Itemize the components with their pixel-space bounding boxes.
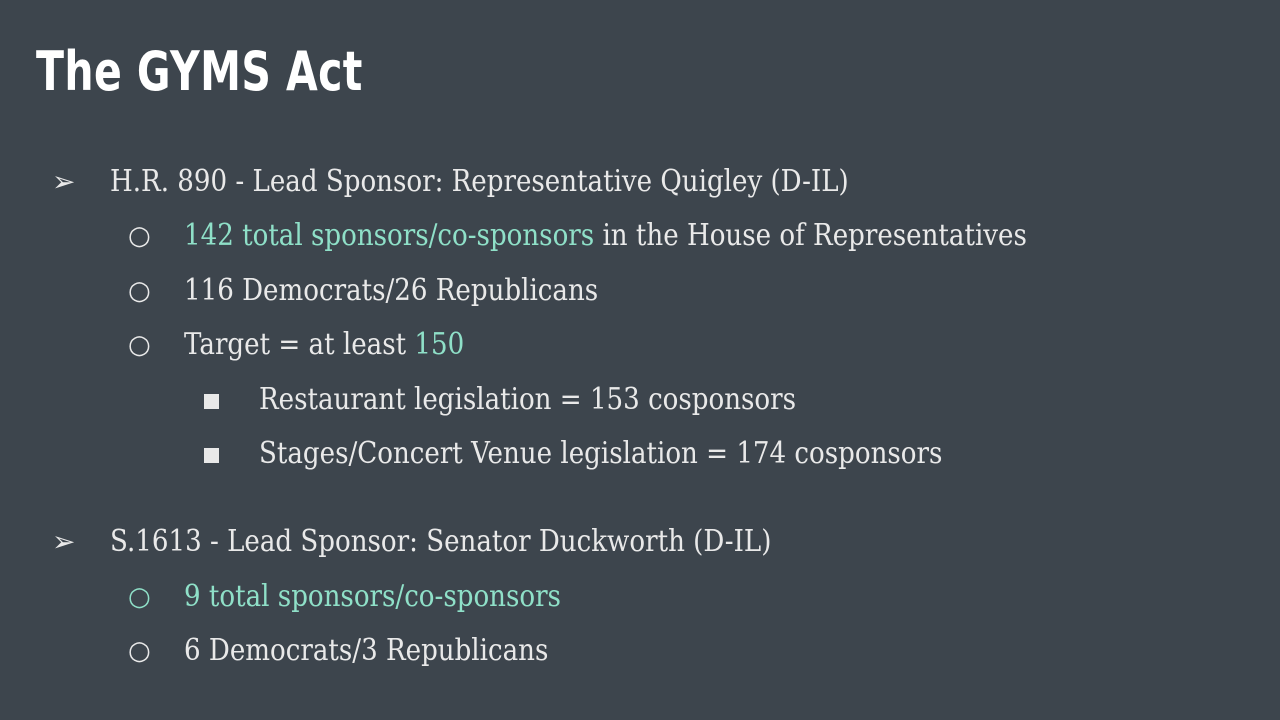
circle-bullet-icon: ○ bbox=[128, 276, 151, 306]
arrow-bullet-icon: ➢ bbox=[52, 165, 76, 198]
hr-target-prefix: Target = at least bbox=[184, 327, 415, 362]
restaurant-legislation-text: Restaurant legislation = 153 cosponsors bbox=[259, 382, 797, 417]
circle-bullet-icon: ○ bbox=[128, 221, 151, 251]
s-total-highlight: 9 total sponsors/co-sponsors bbox=[184, 579, 561, 614]
bill-s-1613-text: S.1613 - Lead Sponsor: Senator Duckworth (D-IL) bbox=[110, 524, 772, 559]
circle-bullet-icon: ○ bbox=[128, 330, 151, 360]
hr-total-rest: in the House of Representatives bbox=[594, 218, 1027, 253]
hr-total-highlight: 142 total sponsors/co-sponsors bbox=[184, 218, 595, 253]
arrow-bullet-icon: ➢ bbox=[52, 525, 76, 558]
hr-party-split-text: 116 Democrats/26 Republicans bbox=[184, 273, 599, 308]
stages-legislation-text: Stages/Concert Venue legislation = 174 cosponsors bbox=[259, 436, 943, 471]
bill-hr-890-text: H.R. 890 - Lead Sponsor: Representative Quigley (D-IL) bbox=[110, 164, 849, 199]
circle-bullet-icon: ○ bbox=[128, 636, 151, 666]
s-party-split-text: 6 Democrats/3 Republicans bbox=[184, 633, 549, 668]
circle-bullet-icon: ○ bbox=[128, 582, 151, 612]
slide-title: The GYMS Act bbox=[36, 40, 363, 103]
hr-target-value: 150 bbox=[414, 327, 465, 362]
